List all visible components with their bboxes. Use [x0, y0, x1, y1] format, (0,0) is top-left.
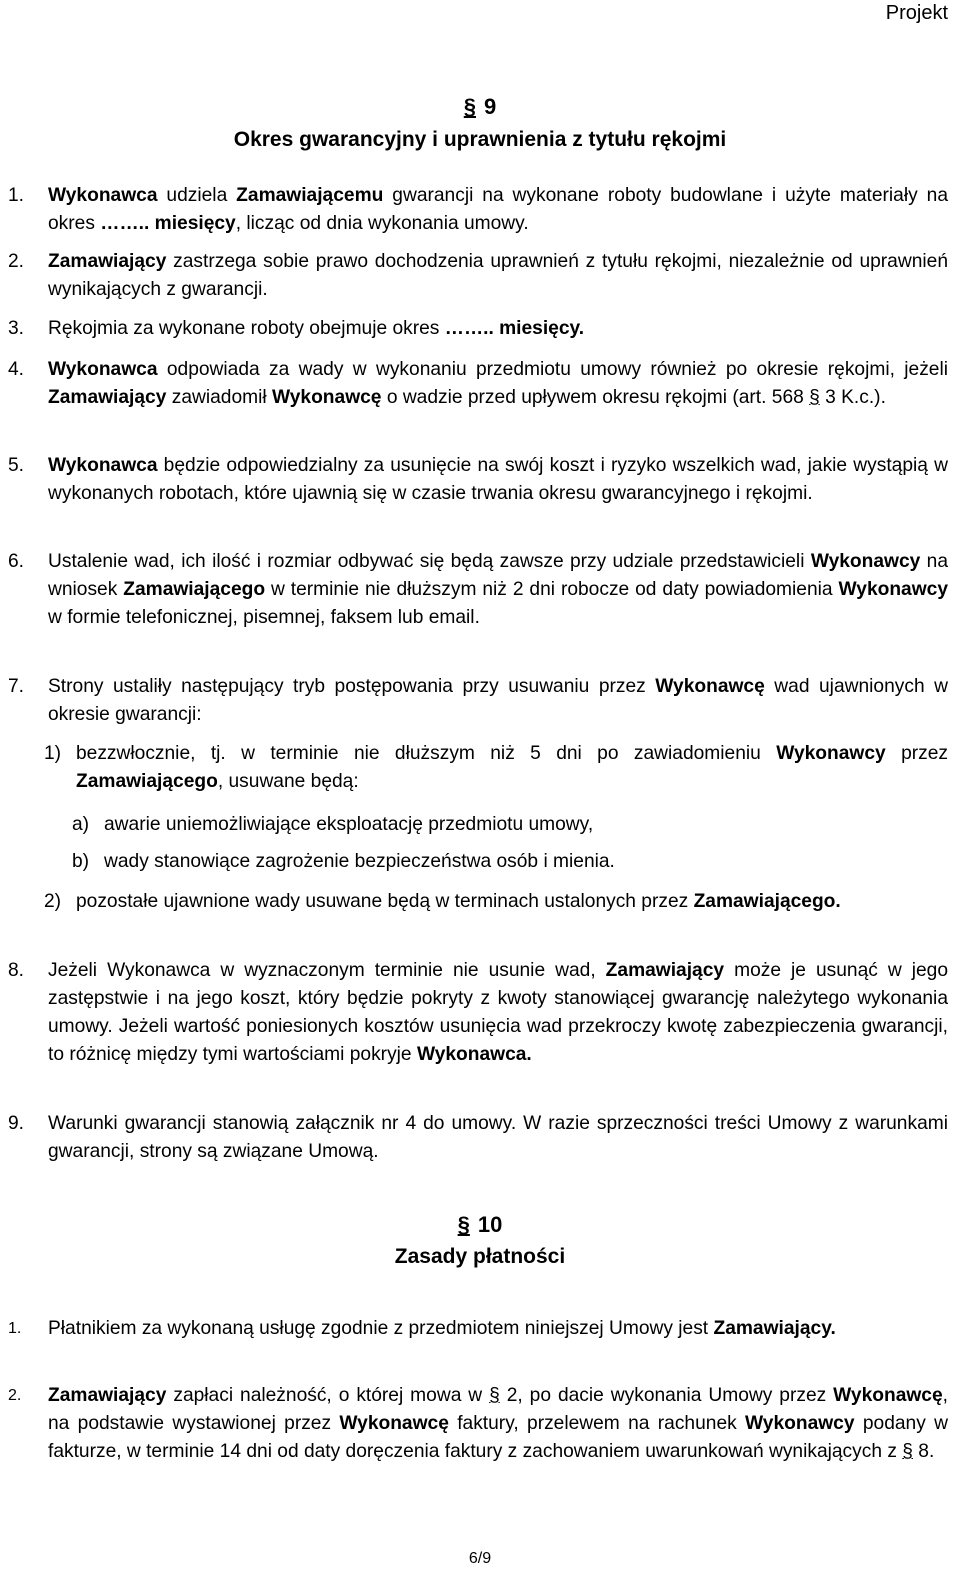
sec9-item-7-sub-a: a) awarie uniemożliwiające eksploatację przedmiotu umowy, [72, 814, 594, 835]
section-sign: § [489, 1385, 500, 1406]
sec9-item-9: 9. Warunki gwarancji stanowią załącznik nr 4 do umowy. W razie sprzeczności treści Umowy z warunkami gwarancji, strony są związane Umową. [8, 1113, 948, 1162]
sec10-item-2: 2. Zamawiający zapłaci należność, o której mowa w § 2, po dacie wykonania Umowy przez Wykonawcę, na podstawie wystawionej przez Wykonawcę faktury, przelewem na rachunek Wykonawcy podany w fakturze, w terminie 14 dni od daty doręczenia faktury z zachowaniem uwarunkowań wynikających z § 8. [8, 1385, 948, 1462]
sec9-item-7-sub-1: 1) bezzwłocznie, tj. w terminie nie dłuższym niż 5 dni po zawiadomieniu Wykonawcy przez Zamawiającego, usuwane będą: [44, 743, 948, 792]
section-9-number: § 9 [463, 94, 497, 119]
page-number: 6/9 [468, 1550, 492, 1567]
sec9-item-8: 8. Jeżeli Wykonawca w wyznaczonym terminie nie usunie wad, Zamawiający może je usunąć w jego zastępstwie i na jego koszt, który będzie pokryty z kwoty stanowiącej gwarancję należytego wykonania umowy. Jeżeli wartość poniesionych kosztów usunięcia wad przekroczy kwotę zabezpieczenia gwarancji, to różnicę między tymi wartościami pokryje Wykonawca. [8, 960, 948, 1065]
header-label: Projekt [885, 2, 948, 24]
sec9-item-1: 1. Wykonawca udziela Zamawiającemu gwarancji na wykonane roboty budowlane i użyte materiały na okres …….. miesięcy, licząc od dnia wykonania umowy. [8, 185, 948, 234]
section-sign: § [457, 1212, 470, 1237]
sec9-item-6: 6. Ustalenie wad, ich ilość i rozmiar odbywać się będą zawsze przy udziale przedstawicieli Wykonawcy na wniosek Zamawiającego w terminie nie dłuższym niż 2 dni robocze od daty powiadomienia Wykonawcy w formie telefonicznej, pisemnej, faksem lub email. [8, 551, 949, 628]
sec9-item-2: 2. Zamawiający zastrzega sobie prawo dochodzenia uprawnień z tytułu rękojmi, niezależnie od uprawnień wynikających z gwarancji. [8, 251, 948, 300]
sec9-item-5: 5. Wykonawca będzie odpowiedzialny za usunięcie na swój koszt i ryzyko wszelkich wad, jakie wystąpią w wykonanych robotach, które ujawnią się w czasie trwania okresu gwarancyjnego i rękojmi. [8, 455, 948, 504]
section-sign: § [902, 1441, 913, 1462]
section-sign: § [809, 387, 820, 408]
sec9-item-4: 4. Wykonawca odpowiada za wady w wykonaniu przedmiotu umowy również po okresie rękojmi, jeżeli Zamawiający zawiadomił Wykonawcę o wadzie przed upływem okresu rękojmi (art. 568 § 3 K.c.). [8, 359, 948, 408]
sec9-item-7-sub-2: 2) pozostałe ujawnione wady usuwane będą w terminach ustalonych przez Zamawiającego. [44, 891, 841, 912]
sec9-item-7: 7. Strony ustaliły następujący tryb postępowania przy usuwaniu przez Wykonawcę wad ujawnionych w okresie gwarancji: [8, 676, 948, 725]
sec10-item-1: 1. Płatnikiem za wykonaną usługę zgodnie z przedmiotem niniejszej Umowy jest Zamawiający. [8, 1318, 836, 1339]
section-10-number: § 10 [457, 1212, 503, 1237]
section-9-title: Okres gwarancyjny i uprawnienia z tytułu rękojmi [233, 128, 727, 151]
sec9-item-3: 3. Rękojmia za wykonane roboty obejmuje okres …….. miesięcy. [8, 318, 585, 339]
section-sign: § [463, 94, 476, 119]
section-10-title: Zasady płatności [394, 1245, 566, 1268]
sec9-item-7-sub-b: b) wady stanowiące zagrożenie bezpieczeństwa osób i mienia. [72, 851, 615, 872]
